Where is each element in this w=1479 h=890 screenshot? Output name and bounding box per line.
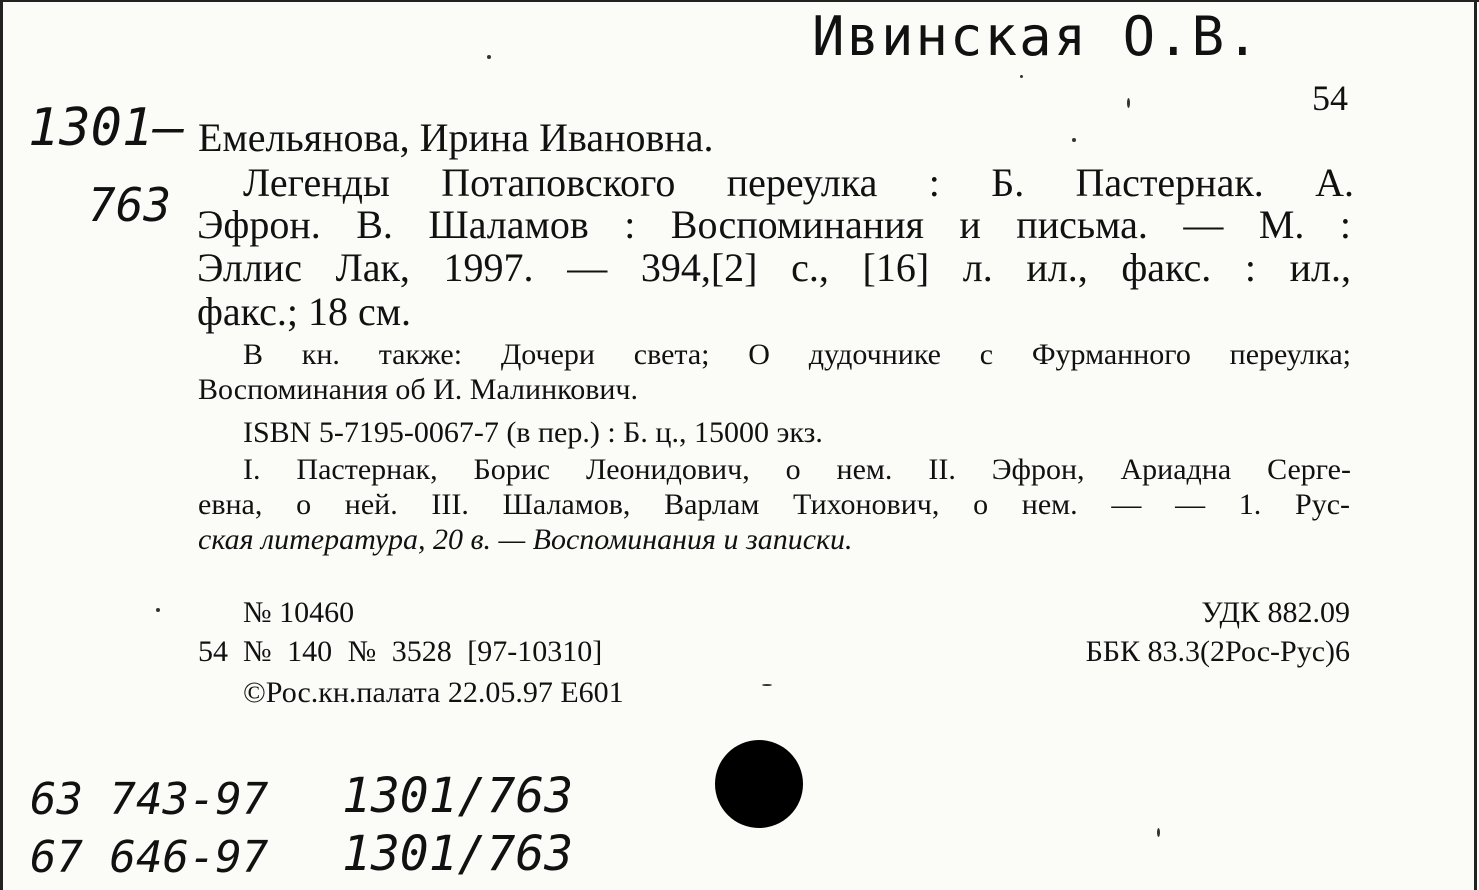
card-top-edge: [0, 0, 1479, 2]
bbk-code: ББК 83.3(2Рос-Рус)6: [1085, 635, 1350, 668]
isbn-line: ISBN 5-7195-0067-7 (в пер.) : Б. ц., 15000 экз.: [243, 416, 823, 449]
card-punch-hole: [715, 740, 803, 828]
scan-speck: [762, 684, 772, 686]
subject-line-1: I. Пастернак, Борис Леонидович, о нем. II. Эфрон, Ариадна Серге-: [243, 453, 1351, 486]
handwritten-inventory-1a: 63 743-97: [30, 774, 269, 825]
handwritten-inventory-1b: 1301/763: [342, 768, 574, 824]
subject-line-3: ская литература, 20 в. — Воспоминания и записки.: [198, 523, 853, 556]
scan-speck: [487, 55, 491, 59]
title-line-3: Эллис Лак, 1997. — 394,[2] с., [16] л. ил., факс. : ил.,: [197, 245, 1351, 290]
numbers-line: № 140 № 3528 [97-10310]: [243, 635, 603, 668]
handwritten-shelf-mark-sub: 763: [88, 178, 172, 232]
author-heading: Емельянова, Ирина Ивановна.: [198, 115, 714, 160]
subject-line-2: евна, о ней. III. Шаламов, Варлам Тихонович, о нем. — — 1. Рус-: [198, 488, 1350, 521]
handwritten-inventory-2b: 1301/763: [342, 826, 574, 882]
numbers-prefix: 54: [198, 635, 228, 668]
scan-speck: [156, 608, 160, 612]
title-line-1: Легенды Потаповского переулка : Б. Пастернак. А.: [243, 160, 1354, 205]
handwritten-name: Ивинская О.В.: [812, 5, 1261, 68]
scan-speck: [1127, 98, 1130, 108]
scan-speck: [1072, 138, 1076, 142]
handwritten-shelf-mark: 1301—: [28, 98, 185, 158]
record-number: № 10460: [243, 596, 355, 629]
title-line-4: факс.; 18 см.: [197, 289, 412, 334]
title-line-2: Эфрон. В. Шаламов : Воспоминания и письма. — М. :: [197, 202, 1351, 247]
card-right-edge: [1474, 0, 1477, 890]
card-left-edge: [0, 0, 3, 890]
copyright-line: ©Рос.кн.палата 22.05.97 Е601: [243, 676, 624, 709]
contents-line-2: Воспоминания об И. Малинкович.: [198, 373, 638, 406]
handwritten-inventory-2a: 67 646-97: [30, 832, 269, 883]
contents-line-1: В кн. также: Дочери света; О дудочнике с Фурманного переулка;: [243, 338, 1351, 371]
scan-speck: [1020, 75, 1023, 78]
scan-speck: [1157, 828, 1160, 837]
udk-code: УДК 882.09: [1201, 596, 1350, 629]
page-number: 54: [1312, 78, 1348, 118]
